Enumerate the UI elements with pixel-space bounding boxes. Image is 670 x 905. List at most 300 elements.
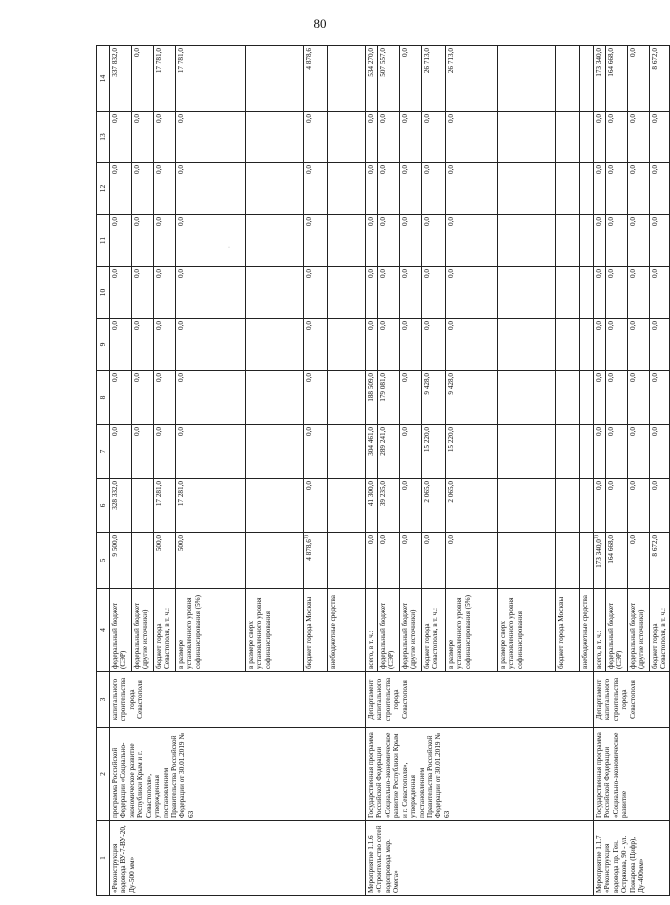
value-text: 0,0 (607, 114, 615, 123)
value-text: 0,0 (133, 48, 141, 57)
value-text: 164 668,0 (607, 48, 615, 77)
value-cell (366, 112, 378, 163)
value-cell (132, 112, 154, 163)
value-text: 0,0 (595, 217, 603, 226)
value-text: 0,0 (177, 427, 185, 436)
value-text: 0,0 (423, 217, 431, 226)
funding-source-cell: федеральный бюджет (СЭР) (110, 589, 132, 672)
value-text: 0,0 (447, 217, 455, 226)
value-text: 0,0 (629, 48, 637, 57)
value-cell (154, 215, 176, 267)
block1-col2-cell: программа Российской Федерации «Социально-экономическое развитие Республики Крым и г. Севастополя», утвержденная постановлением Правительства Российской Федерации от 30.01.2019 № 63 (110, 728, 366, 821)
value-cell (304, 215, 328, 267)
value-text: 0,0 (367, 321, 375, 330)
value-cell (304, 479, 328, 533)
value-cell (422, 215, 446, 267)
column-number-cell: 10 (97, 267, 110, 319)
value-text: 17 781,0 (177, 48, 185, 74)
block2-col1-cell: Мероприятие 1.1.6 «Строительство сетей водопровода мкр. Омега» (366, 821, 594, 896)
value-cell (328, 371, 366, 425)
value-cell (498, 267, 556, 319)
value-cell (556, 267, 580, 319)
value-text: 0,0 (423, 165, 431, 174)
value-cell (110, 215, 132, 267)
value-cell (246, 319, 304, 371)
value-cell (580, 112, 594, 163)
value-cell (400, 112, 422, 163)
value-text: 0,0 (607, 321, 615, 330)
value-text: 0,0 (629, 269, 637, 278)
value-cell (628, 319, 650, 371)
column-number-cell: 13 (97, 112, 110, 163)
value-cell (498, 371, 556, 425)
value-cell (304, 46, 328, 112)
funding-source-cell: в размере установленного уровня софинансирования (5%) (176, 589, 246, 672)
value-cell (132, 319, 154, 371)
value-cell (594, 425, 606, 479)
value-cell (304, 163, 328, 215)
value-cell (378, 163, 400, 215)
column-number-cell: 5 (97, 533, 110, 589)
value-cell (328, 425, 366, 479)
value-cell (650, 479, 670, 533)
value-cell (246, 425, 304, 479)
value-text: 9 428,0 (447, 373, 455, 395)
value-cell (594, 46, 606, 112)
block2-col2-cell: Государственная программа Российской Федерации «Социально-экономическое развитие Республики Крым и г. Севастополя», утвержденная постановлением Правительства Российской Федерации от 30.01.2019 № 63 (366, 728, 594, 821)
funding-source-cell: бюджет города Москвы (304, 589, 328, 672)
value-text: 0,0 (607, 373, 615, 382)
value-cell (132, 371, 154, 425)
value-text: 17 281,0 (177, 481, 185, 507)
value-cell (176, 533, 246, 589)
value-text: 0,0 (607, 269, 615, 278)
value-text: 0,0 (651, 427, 659, 436)
value-cell (176, 479, 246, 533)
value-text: 0,0 (629, 373, 637, 382)
value-text: 0,0 (133, 427, 141, 436)
value-cell (366, 425, 378, 479)
footnote-mark: 1) (304, 535, 310, 540)
value-cell (650, 163, 670, 215)
value-text: 0,0 (607, 427, 615, 436)
value-text: 9 500,0 (111, 535, 119, 557)
value-cell (154, 319, 176, 371)
value-cell (446, 425, 498, 479)
value-cell (650, 371, 670, 425)
value-text: 0,0 (111, 427, 119, 436)
value-text: 0,0 (651, 373, 659, 382)
value-cell (246, 46, 304, 112)
value-text: 9 428,0 (423, 373, 431, 395)
value-cell (628, 163, 650, 215)
value-cell (594, 267, 606, 319)
value-cell (446, 215, 498, 267)
value-cell (628, 479, 650, 533)
value-cell (366, 533, 378, 589)
value-text: 0,0 (367, 535, 375, 544)
value-cell (378, 425, 400, 479)
value-text: 0,0 (155, 269, 163, 278)
value-cell (594, 215, 606, 267)
value-cell (580, 479, 594, 533)
value-cell (304, 319, 328, 371)
value-cell (580, 319, 594, 371)
value-text: 0,0 (367, 165, 375, 174)
value-text: 0,0 (423, 535, 431, 544)
value-text: 0,0 (111, 321, 119, 330)
value-cell (366, 267, 378, 319)
value-text: 17 781,0 (155, 48, 163, 74)
value-text: 179 081,0 (379, 373, 387, 402)
value-cell (246, 267, 304, 319)
value-text: 304 461,0 (367, 427, 375, 456)
value-text: 0,0 (379, 535, 387, 544)
value-text: 0,0 (111, 114, 119, 123)
value-cell (606, 533, 628, 589)
value-cell (422, 163, 446, 215)
value-text: 173 340,0 (595, 539, 603, 568)
value-cell (132, 46, 154, 112)
value-cell (650, 112, 670, 163)
value-cell (154, 371, 176, 425)
value-cell (176, 267, 246, 319)
value-cell (132, 267, 154, 319)
value-cell (422, 533, 446, 589)
value-text: 0,0 (155, 165, 163, 174)
value-cell (110, 267, 132, 319)
column-number-cell: 9 (97, 319, 110, 371)
value-text: 15 220,0 (447, 427, 455, 453)
value-cell (606, 112, 628, 163)
value-text: 0,0 (629, 217, 637, 226)
value-cell (556, 319, 580, 371)
value-cell (422, 112, 446, 163)
column-number-cell: 12 (97, 163, 110, 215)
value-cell (628, 371, 650, 425)
funding-source-cell: внебюджетные средства (580, 589, 594, 672)
value-cell (580, 215, 594, 267)
funding-source-cell: бюджет города Севастополя, в т. ч.: (154, 589, 176, 672)
value-cell (246, 533, 304, 589)
value-cell (246, 163, 304, 215)
value-cell (246, 479, 304, 533)
value-text: 0,0 (177, 269, 185, 278)
value-text: 289 241,0 (379, 427, 387, 456)
value-text: 0,0 (401, 269, 409, 278)
value-cell (498, 46, 556, 112)
value-cell (400, 479, 422, 533)
value-cell (556, 371, 580, 425)
value-cell (176, 371, 246, 425)
value-text: 0,0 (111, 217, 119, 226)
value-text: 0,0 (595, 373, 603, 382)
value-cell (400, 163, 422, 215)
value-cell (422, 425, 446, 479)
value-text: 8 672,0 (651, 48, 659, 70)
value-text: 26 713,0 (423, 48, 431, 74)
value-cell (650, 215, 670, 267)
value-text: 0,0 (629, 481, 637, 490)
value-text: 0,0 (155, 217, 163, 226)
value-cell (176, 46, 246, 112)
value-text: 0,0 (595, 427, 603, 436)
funding-source-cell: в размере сверх установленного уровня софинансирования (498, 589, 556, 672)
value-cell (400, 267, 422, 319)
value-cell (304, 533, 328, 589)
value-text: 0,0 (629, 165, 637, 174)
value-cell (594, 112, 606, 163)
value-cell (328, 112, 366, 163)
value-text: 0,0 (595, 481, 603, 490)
value-cell (628, 46, 650, 112)
funding-source-cell: всего, в т. ч.: (366, 589, 378, 672)
value-text: 0,0 (629, 114, 637, 123)
value-text: 0,0 (595, 321, 603, 330)
value-text: 0,0 (305, 321, 313, 330)
value-text: 173 340,0 (595, 48, 603, 77)
table-row (110, 46, 132, 896)
value-cell (422, 371, 446, 425)
value-cell (110, 425, 132, 479)
column-number-cell: 6 (97, 479, 110, 533)
value-text: 0,0 (447, 165, 455, 174)
column-number-cell: 2 (97, 728, 110, 821)
value-cell (154, 112, 176, 163)
value-cell (580, 533, 594, 589)
value-text: 0,0 (305, 427, 313, 436)
column-number-cell: 8 (97, 371, 110, 425)
value-text: 4 878,6 (305, 48, 313, 70)
value-cell (446, 112, 498, 163)
column-number-cell: 1 (97, 821, 110, 896)
value-cell (378, 215, 400, 267)
value-cell (176, 425, 246, 479)
value-text: 0,0 (651, 269, 659, 278)
block3-col3-cell: Департамент капитального строительства города Севастополя (594, 672, 670, 728)
value-cell (378, 112, 400, 163)
value-text: 0,0 (367, 217, 375, 226)
value-text: 0,0 (133, 165, 141, 174)
value-cell (132, 533, 154, 589)
value-cell (606, 479, 628, 533)
value-cell (400, 371, 422, 425)
value-cell (176, 112, 246, 163)
value-text: 0,0 (447, 321, 455, 330)
value-cell (594, 163, 606, 215)
value-text: 2 065,0 (423, 481, 431, 503)
value-cell (176, 163, 246, 215)
value-text: 0,0 (133, 217, 141, 226)
scan-artifact-mark: · (228, 245, 230, 251)
value-text: 0,0 (379, 114, 387, 123)
block1-col1-cell: «Реконструкция водовода ВУ-7-ВУ-20, Ду-500 мм» (110, 821, 366, 896)
value-text: 0,0 (651, 481, 659, 490)
value-text: 188 509,0 (367, 373, 375, 402)
block3-col1-cell: Мероприятие 1.1.7 «Реконструкция водовода пр. Ген. Острякова, 90 - ул. Пожарова (Цифр), Ду-400мм» (594, 821, 670, 896)
value-cell (154, 425, 176, 479)
value-text: 17 281,0 (155, 481, 163, 507)
value-cell (594, 319, 606, 371)
funding-source-cell: федеральный бюджет (другие источники) (628, 589, 650, 672)
value-text: 0,0 (595, 269, 603, 278)
table-row (594, 46, 606, 896)
value-text: 0,0 (133, 114, 141, 123)
value-text: 0,0 (305, 114, 313, 123)
value-text: 0,0 (155, 321, 163, 330)
value-text: 0,0 (111, 165, 119, 174)
value-cell (246, 215, 304, 267)
funding-source-cell: федеральный бюджет (другие источники) (400, 589, 422, 672)
block3-col2-cell: Государственная программа Российской Федерации «Социально-экономическое развитие (594, 728, 670, 821)
value-cell (650, 267, 670, 319)
value-text: 0,0 (651, 114, 659, 123)
value-cell (650, 319, 670, 371)
value-cell (628, 112, 650, 163)
funding-source-cell: бюджет города Севастополя, в т. ч.: (422, 589, 446, 672)
value-cell (556, 112, 580, 163)
value-cell (110, 479, 132, 533)
value-cell (378, 371, 400, 425)
value-cell (378, 319, 400, 371)
value-cell (176, 215, 246, 267)
value-cell (446, 371, 498, 425)
value-cell (650, 425, 670, 479)
value-cell (498, 533, 556, 589)
value-text: 15 220,0 (423, 427, 431, 453)
value-cell (556, 425, 580, 479)
page-number: 80 (313, 16, 327, 31)
value-cell (580, 267, 594, 319)
value-cell (580, 46, 594, 112)
value-cell (446, 533, 498, 589)
value-cell (378, 46, 400, 112)
value-cell (328, 163, 366, 215)
value-cell (328, 267, 366, 319)
value-cell (580, 163, 594, 215)
value-cell (366, 479, 378, 533)
value-text: 0,0 (629, 535, 637, 544)
value-cell (628, 533, 650, 589)
value-cell (422, 319, 446, 371)
value-cell (422, 267, 446, 319)
value-cell (400, 319, 422, 371)
value-cell (400, 46, 422, 112)
value-cell (498, 479, 556, 533)
value-cell (304, 425, 328, 479)
value-text: 0,0 (177, 114, 185, 123)
value-cell (422, 479, 446, 533)
column-number-row (97, 46, 110, 896)
value-text: 0,0 (305, 481, 313, 490)
column-number-cell: 4 (97, 589, 110, 672)
value-text: 0,0 (423, 114, 431, 123)
value-cell (366, 163, 378, 215)
funding-source-cell: федеральный бюджет (СЭР) (606, 589, 628, 672)
value-text: 0,0 (133, 373, 141, 382)
value-text: 0,0 (401, 321, 409, 330)
funding-source-cell: всего, в т. ч.: (594, 589, 606, 672)
value-cell (498, 425, 556, 479)
value-text: 0,0 (401, 114, 409, 123)
value-cell (446, 46, 498, 112)
value-cell (328, 479, 366, 533)
value-text: 0,0 (379, 321, 387, 330)
value-cell (110, 533, 132, 589)
value-cell (328, 533, 366, 589)
funding-source-cell: внебюджетные средства (328, 589, 366, 672)
value-cell (556, 46, 580, 112)
table-row (366, 46, 378, 896)
value-text: 0,0 (595, 165, 603, 174)
funding-source-cell: федеральный бюджет (СЭР) (378, 589, 400, 672)
value-text: 0,0 (651, 321, 659, 330)
block1-col3-cell: капитального строительства города Севастополя (110, 672, 366, 728)
value-text: 0,0 (629, 321, 637, 330)
value-text: 0,0 (305, 269, 313, 278)
value-text: 0,0 (401, 427, 409, 436)
value-cell (556, 533, 580, 589)
value-text: 0,0 (177, 321, 185, 330)
value-text: 0,0 (423, 321, 431, 330)
value-cell (366, 215, 378, 267)
value-text: 0,0 (651, 165, 659, 174)
value-cell (378, 533, 400, 589)
value-text: 0,0 (447, 535, 455, 544)
value-text: 0,0 (595, 114, 603, 123)
funding-source-cell: бюджет города Москвы (556, 589, 580, 672)
value-cell (304, 267, 328, 319)
value-cell (154, 479, 176, 533)
value-cell (498, 215, 556, 267)
value-cell (246, 371, 304, 425)
value-text: 0,0 (111, 373, 119, 382)
value-cell (110, 371, 132, 425)
value-text: 0,0 (379, 165, 387, 174)
value-cell (628, 425, 650, 479)
value-text: 0,0 (305, 217, 313, 226)
value-cell (132, 215, 154, 267)
value-text: 164 668,0 (607, 535, 615, 564)
value-text: 0,0 (607, 481, 615, 490)
value-text: 0,0 (401, 481, 409, 490)
value-text: 328 332,0 (111, 481, 119, 510)
value-text: 0,0 (401, 48, 409, 57)
value-text: 0,0 (155, 373, 163, 382)
value-text: 0,0 (401, 165, 409, 174)
value-text: 0,0 (607, 217, 615, 226)
value-cell (110, 112, 132, 163)
value-text: 0,0 (379, 269, 387, 278)
funding-table (96, 45, 670, 896)
column-number-cell: 14 (97, 46, 110, 112)
value-text: 0,0 (607, 165, 615, 174)
value-text: 26 713,0 (447, 48, 455, 74)
value-cell (378, 267, 400, 319)
value-text: 500,0 (155, 535, 163, 552)
value-text: 0,0 (651, 217, 659, 226)
value-cell (378, 479, 400, 533)
value-cell (606, 46, 628, 112)
value-cell (132, 425, 154, 479)
value-text: 0,0 (177, 217, 185, 226)
value-text: 0,0 (133, 321, 141, 330)
value-cell (594, 371, 606, 425)
value-cell (446, 163, 498, 215)
value-text: 0,0 (379, 217, 387, 226)
value-cell (628, 215, 650, 267)
value-text: 0,0 (401, 373, 409, 382)
